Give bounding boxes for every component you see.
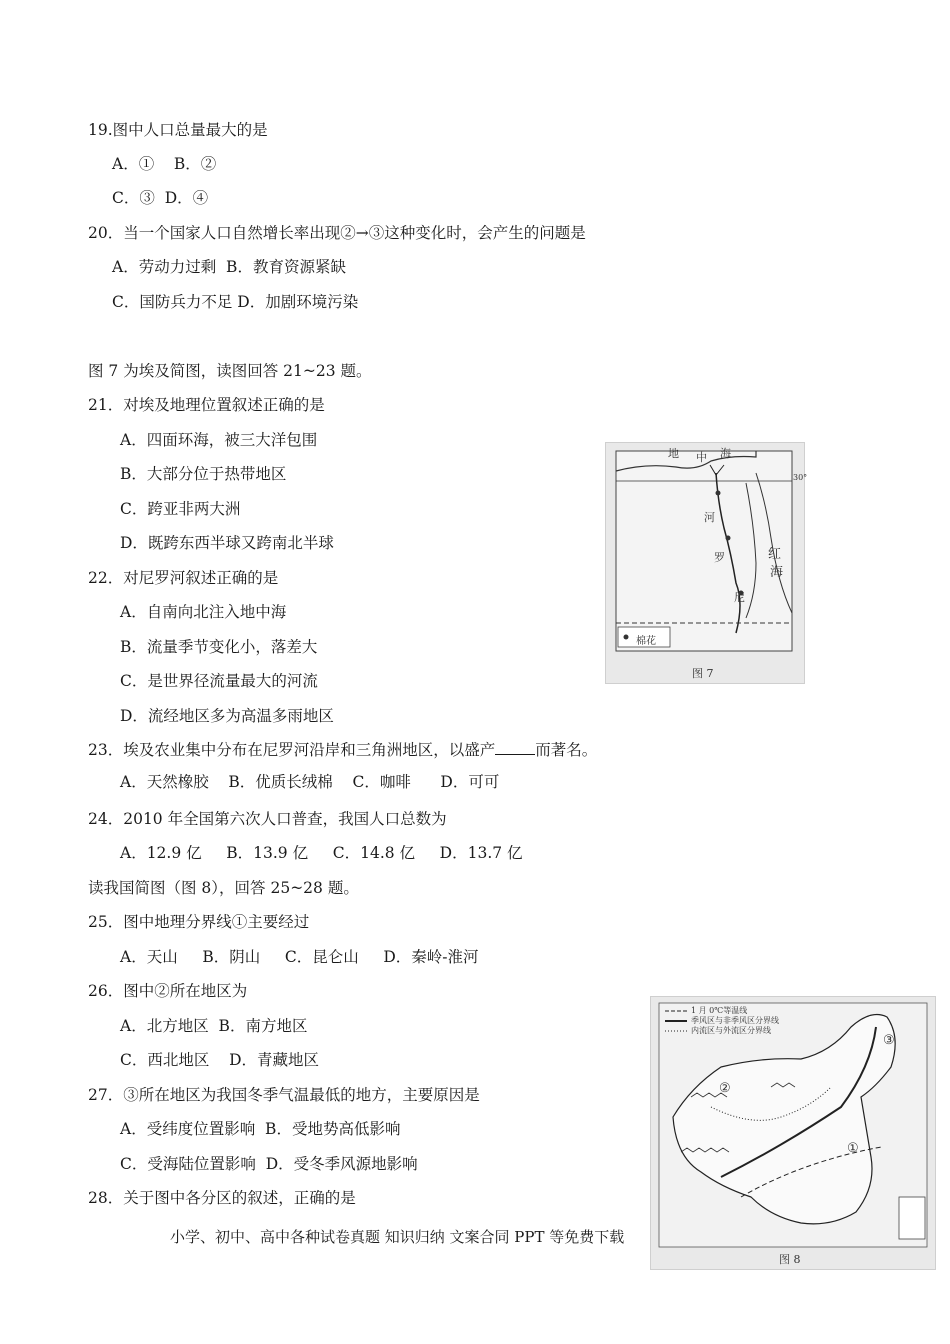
q26-stem: 26．图中②所在地区为 bbox=[88, 982, 248, 1000]
q24-options: A．12.9 亿 B．13.9 亿 C．14.8 亿 D．13.7 亿 bbox=[120, 844, 523, 862]
q20-options-ab: A．劳动力过剩 B．教育资源紧缺 bbox=[112, 258, 346, 276]
q22-option-a: A．自南向北注入地中海 bbox=[120, 603, 287, 621]
figure-7-egypt-map bbox=[605, 442, 808, 684]
fig7-legend-label: 棉花 bbox=[636, 636, 656, 647]
fig7-intro: 图 7 为埃及简图，读图回答 21~23 题。 bbox=[88, 362, 372, 380]
fig7-label-river-3: 尼 bbox=[734, 591, 745, 604]
fig7-label-med-3: 海 bbox=[720, 447, 731, 460]
q27-options-cd: C．受海陆位置影响 D．受冬季风源地影响 bbox=[120, 1155, 418, 1173]
q22-stem: 22．对尼罗河叙述正确的是 bbox=[88, 569, 279, 587]
fig7-label-med-1: 地 bbox=[668, 447, 679, 460]
q26-options-ab: A．北方地区 B．南方地区 bbox=[120, 1017, 308, 1035]
q27-options-ab: A．受纬度位置影响 B．受地势高低影响 bbox=[120, 1120, 401, 1138]
q23-stem-pre: 23．埃及农业集中分布在尼罗河沿岸和三角洲地区，以盛产 bbox=[88, 741, 496, 759]
q19-options-cd: C．③ D．④ bbox=[112, 189, 209, 207]
q28-stem: 28．关于图中各分区的叙述，正确的是 bbox=[88, 1189, 356, 1207]
fig7-label-red-sea-1: 红 bbox=[768, 547, 782, 562]
q20-stem: 20．当一个国家人口自然增长率出现②→③这种变化时，会产生的问题是 bbox=[88, 224, 586, 242]
figure-8-china-map bbox=[650, 996, 936, 1270]
fig8-legend-inland: 内流区与外流区分界线 bbox=[691, 1026, 771, 1035]
q25-stem: 25．图中地理分界线①主要经过 bbox=[88, 913, 310, 931]
q22-option-b: B．流量季节变化小，落差大 bbox=[120, 638, 318, 656]
fig7-label-river-1: 河 bbox=[704, 511, 715, 524]
fig7-caption: 图 7 bbox=[692, 667, 714, 680]
fig8-intro: 读我国简图（图 8），回答 25~28 题。 bbox=[88, 879, 359, 897]
q26-options-cd: C．西北地区 D．青藏地区 bbox=[120, 1051, 319, 1069]
q23-stem bbox=[88, 740, 597, 760]
fig7-label-med-2: 中 bbox=[696, 451, 707, 464]
q19-options-ab: A．① B．② bbox=[112, 155, 217, 173]
q19-stem: 19.图中人口总量最大的是 bbox=[88, 121, 268, 139]
fig8-caption: 图 8 bbox=[779, 1253, 801, 1266]
q23-options: A．天然橡胶 B．优质长绒棉 C．咖啡 D．可可 bbox=[120, 773, 500, 791]
fig8-legend-monsoon: 季风区与非季风区分界线 bbox=[691, 1016, 779, 1025]
fig8-mark-2: ② bbox=[719, 1081, 731, 1096]
fig8-legend-isotherm: 1 月 0℃等温线 bbox=[691, 1006, 748, 1015]
q21-option-a: A．四面环海，被三大洋包围 bbox=[120, 431, 318, 449]
q21-stem: 21．对埃及地理位置叙述正确的是 bbox=[88, 396, 325, 414]
q22-option-d: D．流经地区多为高温多雨地区 bbox=[120, 707, 334, 725]
q21-option-c: C．跨亚非两大洲 bbox=[120, 500, 241, 518]
q23-stem-post: 而著名。 bbox=[535, 741, 598, 759]
fig7-label-river-2: 罗 bbox=[714, 551, 725, 564]
fig8-mark-3: ③ bbox=[883, 1033, 895, 1048]
fig8-mark-1: ① bbox=[847, 1141, 859, 1156]
q21-option-b: B．大部分位于热带地区 bbox=[120, 465, 287, 483]
fig7-latitude-label: 30° bbox=[793, 473, 808, 482]
fig7-label-red-sea-2: 海 bbox=[770, 565, 784, 580]
q21-option-d: D．既跨东西半球又跨南北半球 bbox=[120, 534, 334, 552]
q24-stem: 24．2010 年全国第六次人口普查，我国人口总数为 bbox=[88, 810, 447, 828]
q27-stem: 27．③所在地区为我国冬季气温最低的地方，主要原因是 bbox=[88, 1086, 480, 1104]
q23-blank bbox=[495, 740, 535, 755]
q25-options: A．天山 B．阴山 C．昆仑山 D．秦岭-淮河 bbox=[120, 948, 479, 966]
q22-option-c: C．是世界径流量最大的河流 bbox=[120, 672, 318, 690]
q20-options-cd: C．国防兵力不足 D．加剧环境污染 bbox=[112, 293, 359, 311]
page-footer: 小学、初中、高中各种试卷真题 知识归纳 文案合同 PPT 等免费下载 bbox=[170, 1228, 625, 1246]
